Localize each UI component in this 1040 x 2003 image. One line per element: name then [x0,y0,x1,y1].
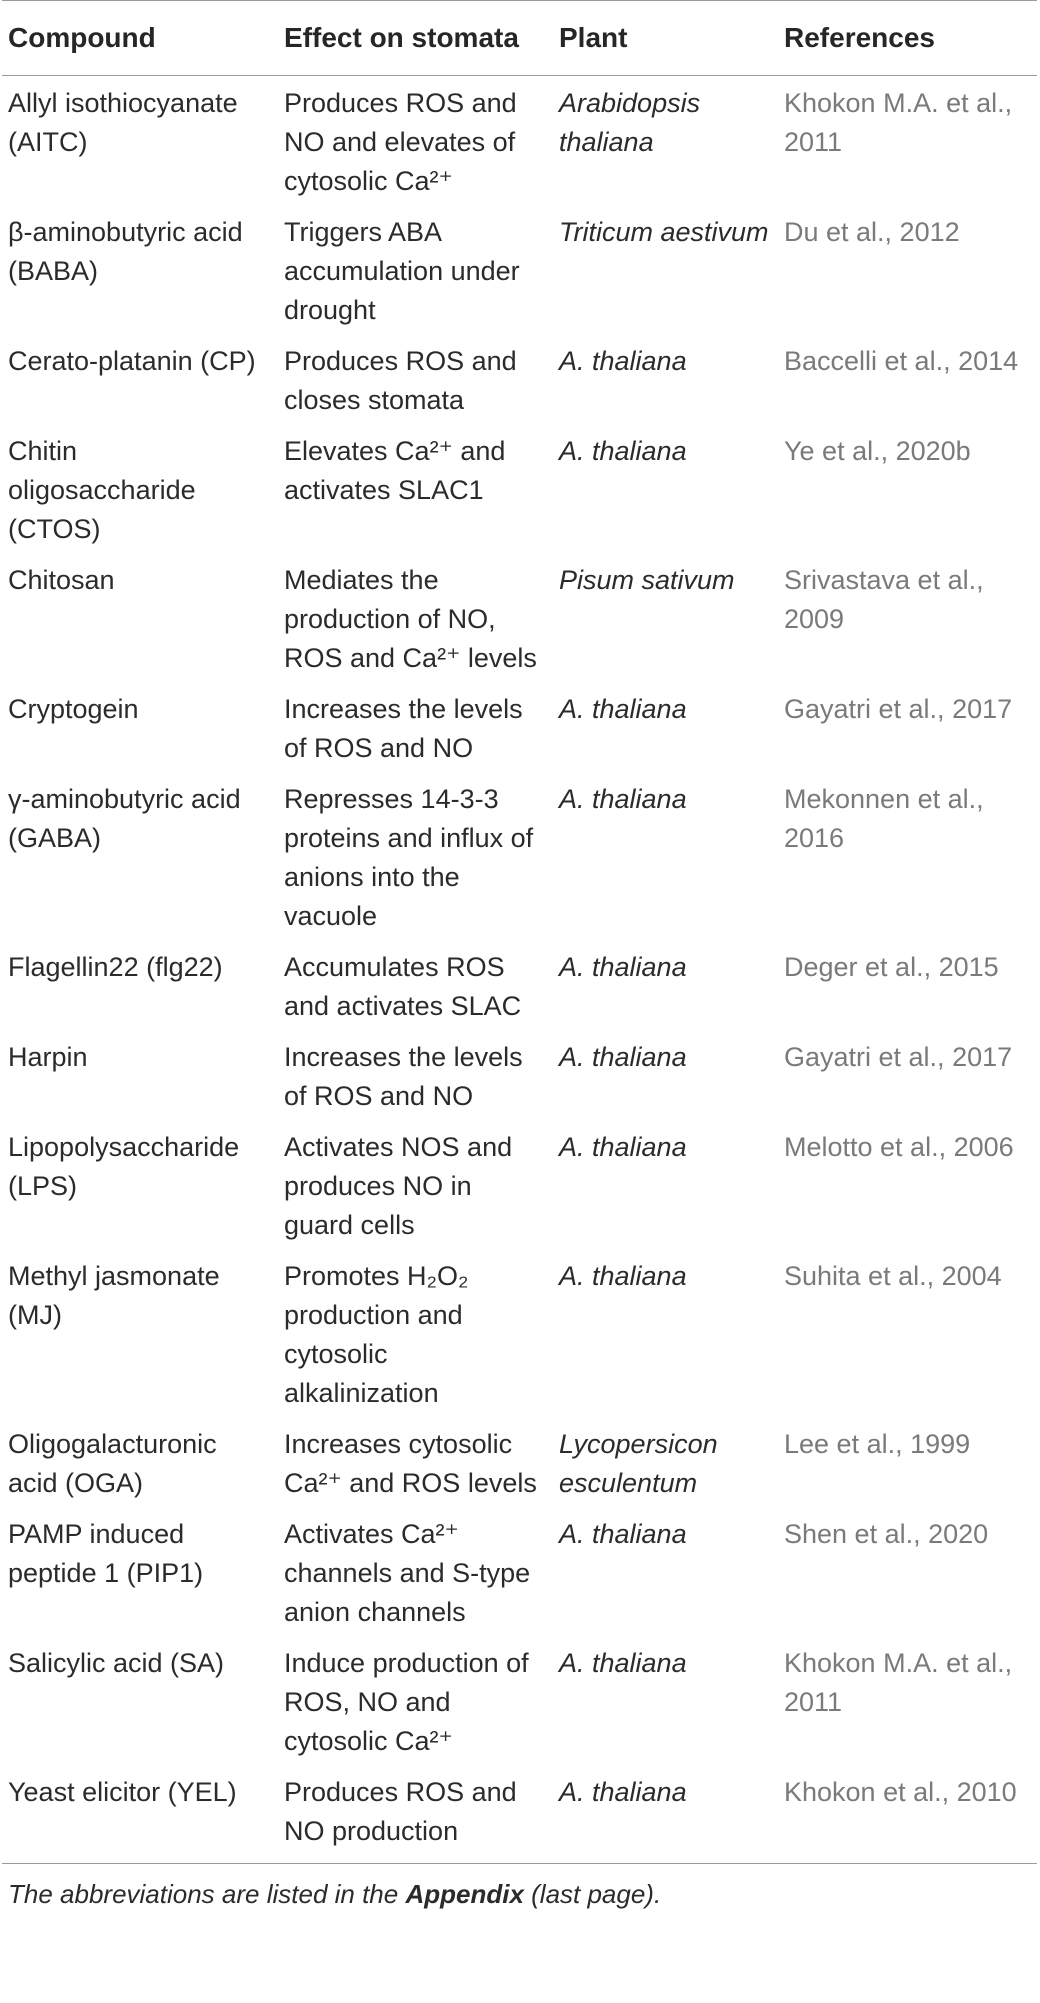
cell-compound: Methyl jasmonate (MJ) [8,1261,220,1330]
cell-reference: Du et al., 2012 [784,217,960,247]
cell-plant: A. thaliana [559,694,687,724]
cell-reference: Khokon M.A. et al., 2011 [784,88,1013,157]
cell-reference: Lee et al., 1999 [784,1429,971,1459]
footnote-text-after: (last page). [523,1879,662,1909]
header-compound: Compound [2,1,278,76]
cell-reference: Khokon et al., 2010 [778,1765,1037,1864]
cell-reference: Gayatri et al., 2017 [784,1042,1013,1072]
cell-reference: Ye et al., 2020b [784,436,971,466]
cell-reference: Suhita et al., 2004 [784,1261,1002,1291]
table-row [2,1030,1037,1120]
footnote-text-before: The abbreviations are listed in the [8,1879,406,1909]
table-row [2,1249,1037,1417]
table-container [2,0,1037,1912]
footnote-appendix: Appendix [405,1879,524,1909]
table-body [2,76,1037,1864]
cell-compound: Harpin [8,1042,88,1072]
cell-effect: Elevates Ca²⁺ and activates SLAC1 [284,436,506,505]
table-header [2,1,1037,76]
cell-compound: Cryptogein [8,694,139,724]
cell-compound: Oligogalacturonic acid (OGA) [8,1429,217,1498]
cell-compound: PAMP induced peptide 1 (PIP1) [8,1519,204,1588]
cell-effect: Produces ROS and NO and elevates of cytosolic Ca²⁺ [284,88,517,196]
cell-plant: A. thaliana [559,784,687,814]
stomata-compounds-table [2,0,1037,1864]
cell-compound: β-aminobutyric acid (BABA) [8,217,243,286]
cell-plant: A. thaliana [559,1648,687,1678]
cell-reference: Srivastava et al., 2009 [784,565,984,634]
cell-plant: A. thaliana [559,1519,687,1549]
table-row [2,553,1037,682]
table-row [2,1417,1037,1507]
cell-effect: Represses 14-3-3 proteins and influx of anions into the vacuole [284,784,534,931]
cell-plant: Lycopersicon esculentum [559,1429,718,1498]
cell-effect: Induce production of ROS, NO and cytosolic Ca²⁺ [284,1648,529,1756]
table-row [2,1636,1037,1765]
cell-compound: Lipopolysaccharide (LPS) [8,1132,240,1201]
cell-effect: Produces ROS and NO production [278,1765,553,1864]
cell-effect: Activates Ca²⁺ channels and S-type anion channels [284,1519,531,1627]
cell-plant: Pisum sativum [559,565,735,595]
cell-reference: Melotto et al., 2006 [784,1132,1014,1162]
header-row [2,1,1037,76]
cell-plant: A. thaliana [559,436,687,466]
cell-plant: A. thaliana [559,1132,687,1162]
cell-plant: A. thaliana [553,1765,778,1864]
cell-compound: Flagellin22 (flg22) [8,952,223,982]
cell-effect: Increases the levels of ROS and NO [284,694,523,763]
cell-plant: A. thaliana [559,346,687,376]
cell-compound: Cerato-platanin (CP) [8,346,256,376]
header-references: References [778,1,1037,76]
table-row [2,1507,1037,1636]
cell-reference: Khokon M.A. et al., 2011 [784,1648,1013,1717]
cell-compound: Salicylic acid (SA) [8,1648,225,1678]
cell-reference: Deger et al., 2015 [784,952,999,982]
table-row [2,205,1037,334]
cell-compound: Allyl isothiocyanate (AITC) [8,88,238,157]
cell-plant: A. thaliana [559,1261,687,1291]
table-row [2,1765,1037,1864]
cell-plant: A. thaliana [559,952,687,982]
cell-reference: Baccelli et al., 2014 [784,346,1019,376]
table-row [2,772,1037,940]
cell-effect: Produces ROS and closes stomata [284,346,517,415]
cell-effect: Promotes H₂O₂ production and cytosolic alkalinization [284,1261,469,1408]
cell-plant: Arabidopsis thaliana [559,88,701,157]
cell-compound: Yeast elicitor (YEL) [2,1765,278,1864]
table-row [2,76,1037,206]
cell-effect: Increases cytosolic Ca²⁺ and ROS levels [284,1429,537,1498]
table-row [2,334,1037,424]
table-row [2,1120,1037,1249]
cell-reference: Gayatri et al., 2017 [784,694,1013,724]
cell-effect: Accumulates ROS and activates SLAC [284,952,522,1021]
cell-effect: Triggers ABA accumulation under drought [284,217,520,325]
cell-effect: Increases the levels of ROS and NO [284,1042,523,1111]
cell-plant: Triticum aestivum [559,217,769,247]
cell-reference: Mekonnen et al., 2016 [784,784,984,853]
table-row [2,424,1037,553]
table-row [2,940,1037,1030]
cell-reference: Shen et al., 2020 [784,1519,989,1549]
cell-compound: Chitosan [8,565,115,595]
cell-effect: Mediates the production of NO, ROS and Ca²⁺ levels [284,565,537,673]
header-effect: Effect on stomata [278,1,553,76]
cell-compound: γ-aminobutyric acid (GABA) [8,784,241,853]
table-footnote [2,1864,1037,1912]
table-row [2,682,1037,772]
cell-plant: A. thaliana [559,1042,687,1072]
cell-compound: Chitin oligosaccharide (CTOS) [8,436,196,544]
header-plant: Plant [553,1,778,76]
cell-effect: Activates NOS and produces NO in guard cells [284,1132,513,1240]
